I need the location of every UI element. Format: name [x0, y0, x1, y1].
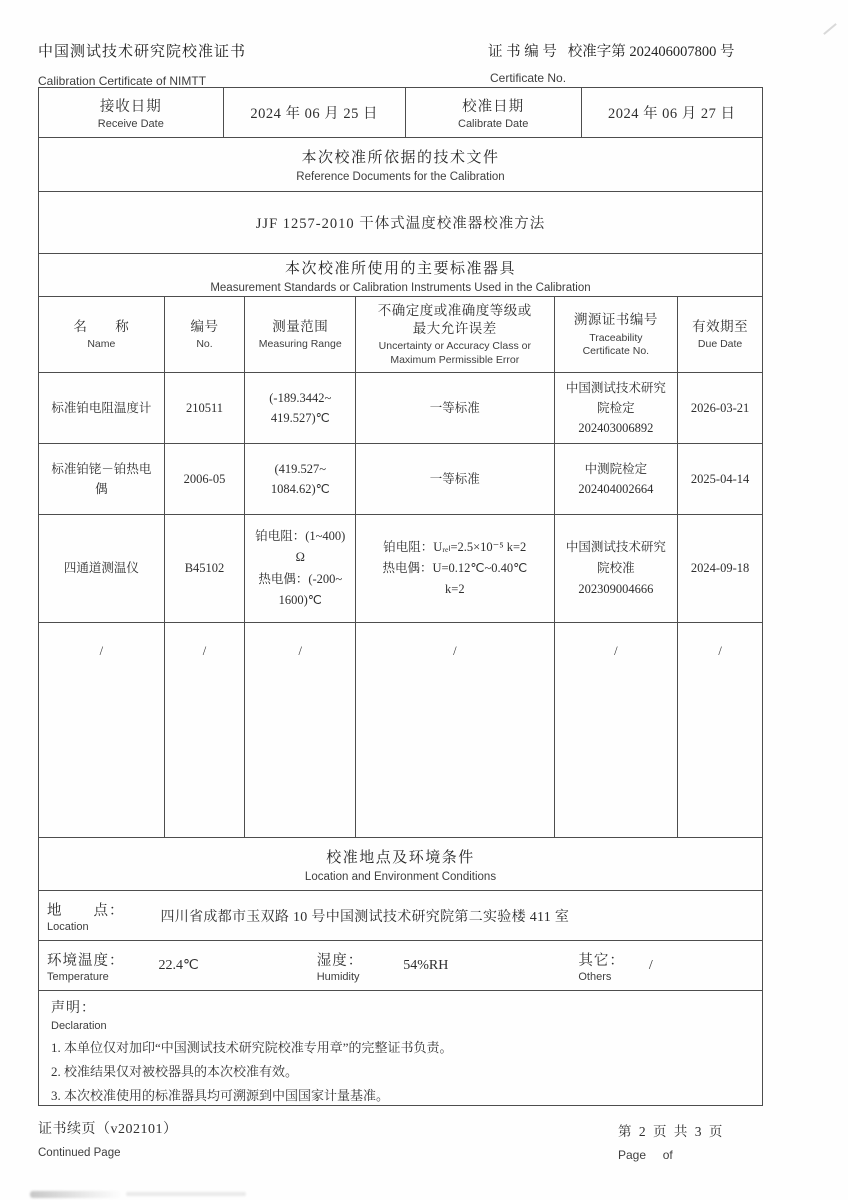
table-row	[39, 372, 762, 443]
document-title-en: Calibration Certificate of NIMTT	[38, 74, 207, 88]
location-value: 四川省成都市玉双路 10 号中国测试技术研究院第二实验楼 411 室	[160, 909, 570, 925]
document-header-left	[38, 40, 246, 88]
declaration-section	[39, 990, 762, 1105]
standard-traceability: 中国测试技术研究 院校准 202309004666	[565, 539, 666, 597]
standards-section-header	[39, 253, 762, 296]
standard-range: (-189.3442~ 419.527)℃	[269, 391, 332, 425]
standard-no: /	[202, 644, 207, 658]
receive-date-value: 2024 年 06 月 25 日	[223, 88, 405, 137]
standards-title-zh: 本次校准所使用的主要标准器具	[284, 260, 516, 277]
footer-continued-en: Continued Page	[38, 1147, 121, 1159]
calibrate-date-value: 2024 年 06 月 27 日	[581, 88, 762, 137]
declaration-item: 2. 校准结果仅对被校器具的本次校准有效。	[51, 1064, 299, 1080]
standard-traceability: /	[614, 644, 618, 658]
document-header-right	[488, 40, 735, 85]
table-row	[39, 443, 762, 514]
standard-due-date: 2024-09-18	[690, 560, 750, 575]
column-header-no: 编号 No.	[164, 297, 245, 372]
standard-name: 四通道测温仪	[63, 560, 139, 575]
scan-artifact	[30, 1191, 122, 1198]
standard-name: 标准铂电阻温度计	[51, 401, 152, 415]
location-label: 地 点： Location	[47, 902, 125, 933]
others-value: /	[648, 957, 653, 973]
certificate-number-label-en: Certificate No.	[490, 71, 567, 85]
standards-title-en: Measurement Standards or Calibration Instruments Used in the Calibration	[210, 281, 591, 294]
standard-traceability: 中测院检定 202404002664	[578, 462, 654, 496]
humidity-value: 54%RH	[403, 957, 449, 973]
standard-range: (419.527~ 1084.62)℃	[270, 462, 330, 496]
page-number-zh: 第 2 页 共 3 页	[618, 1124, 725, 1139]
declaration-item: 1. 本单位仅对加印“中国测试技术研究院校准专用章”的完整证书负责。	[51, 1040, 453, 1055]
column-header-range: 测量范围 Measuring Range	[244, 297, 355, 372]
standard-uncertainty: 一等标准	[429, 401, 480, 415]
standard-uncertainty: 铂电阻：Uᵣₑₗ=2.5×10⁻⁵ k=2 热电偶：U=0.12℃~0.40℃ k=2	[382, 539, 528, 597]
column-header-due-date: 有效期至 Due Date	[677, 297, 762, 372]
standard-due-date: 2025-04-14	[690, 472, 750, 486]
certificate-table	[38, 87, 763, 1106]
document-title-zh: 中国测试技术研究院校准证书	[38, 44, 247, 60]
dates-row	[39, 88, 762, 137]
declaration-item: 3. 本次校准使用的标准器具均可溯源到中国国家计量基准。	[51, 1088, 390, 1104]
declaration-label-zh: 声明：	[51, 1001, 96, 1016]
column-header-name: 名 称 Name	[73, 318, 130, 351]
reference-section-header	[39, 137, 762, 191]
environment-row	[39, 940, 762, 990]
footer-continued-zh: 证书续页（v202101）	[38, 1122, 178, 1137]
standard-traceability: 中国测试技术研究 院检定 202403006892	[565, 381, 666, 435]
standard-due-date: /	[718, 644, 722, 658]
standard-name: 标准铂铑－铂热电 偶	[51, 462, 152, 496]
column-header-traceability: 溯源证书编号 Traceability Certificate No.	[554, 297, 678, 372]
calibrate-date-label: 校准日期 Calibrate Date	[405, 88, 581, 137]
temperature-value: 22.4℃	[158, 958, 199, 973]
location-title-zh: 校准地点及环境条件	[326, 849, 475, 866]
scan-corner-mark	[823, 23, 837, 35]
standard-uncertainty: 一等标准	[429, 472, 480, 486]
others-label: 其它： Others	[578, 952, 625, 983]
certificate-number: 证 书 编 号 校准字第 202406007800 号	[488, 44, 735, 60]
reference-title-zh: 本次校准所依据的技术文件	[301, 150, 500, 166]
standard-no: B45102	[184, 560, 225, 575]
footer-continued-page	[38, 1118, 178, 1159]
standard-name: /	[99, 644, 104, 658]
location-title-en: Location and Environment Conditions	[304, 870, 497, 883]
receive-date-label: 接收日期 Receive Date	[97, 99, 164, 130]
temperature-label: 环境温度： Temperature	[47, 952, 125, 983]
footer-page-number	[618, 1120, 724, 1162]
humidity-label: 湿度： Humidity	[316, 952, 364, 983]
standard-uncertainty: /	[453, 644, 457, 658]
standards-column-headers	[39, 296, 762, 372]
standard-no: 2006-05	[183, 472, 226, 486]
reference-document: JJF 1257-2010 干体式温度校准器校准方法	[255, 216, 546, 232]
standard-range: /	[298, 644, 302, 658]
page-number-en: Page of	[618, 1148, 673, 1162]
location-section-header	[39, 837, 762, 890]
scan-artifact	[126, 1192, 246, 1196]
reference-document-row	[39, 191, 762, 253]
location-row	[39, 890, 762, 940]
reference-title-en: Reference Documents for the Calibration	[296, 171, 505, 183]
standard-due-date: 2026-03-21	[690, 401, 750, 415]
column-header-uncertainty: 不确定度或准确度等级或 最大允许误差 Uncertainty or Accuracy Class or Maximum Permissible Error	[355, 297, 553, 372]
table-row	[39, 622, 762, 837]
standard-no: 210511	[185, 401, 224, 415]
declaration-label-en: Declaration	[51, 1020, 107, 1032]
standard-range: 铂电阻：(1~400) Ω 热电偶：(-200~ 1600)℃	[255, 529, 346, 607]
table-row	[39, 514, 762, 622]
